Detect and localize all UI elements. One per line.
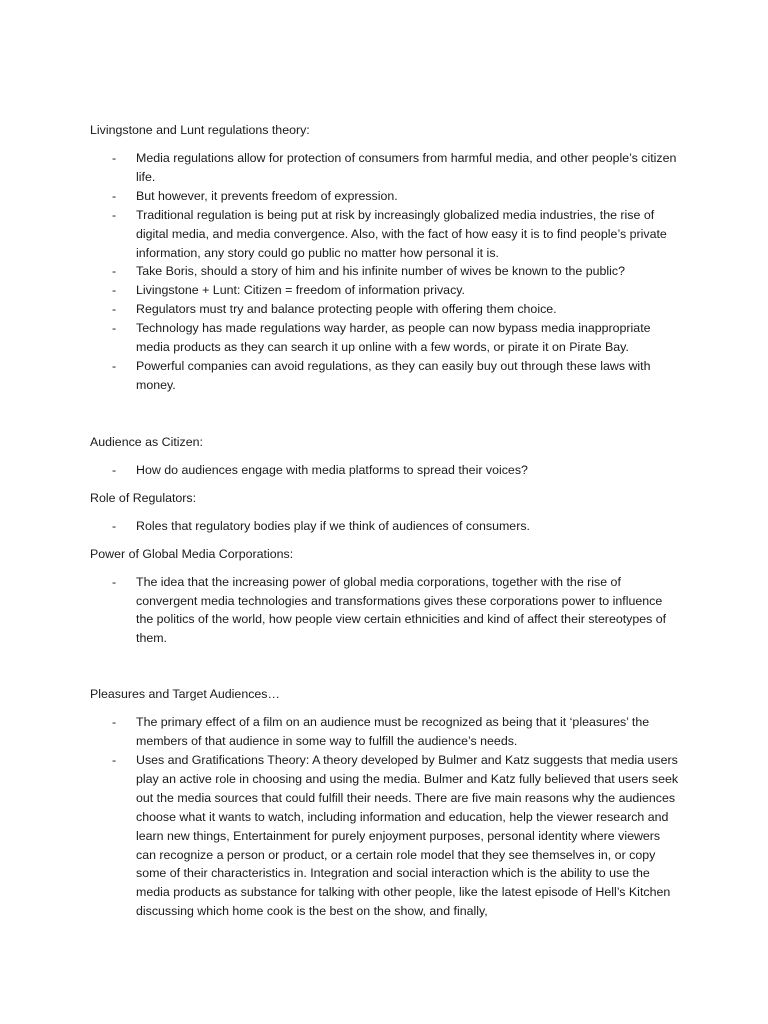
list-item: [90, 206, 680, 263]
list-item-text: Powerful companies can avoid regulations, as they can easily buy out through these laws with money.: [136, 358, 651, 392]
bullet-dash: -: [112, 321, 117, 336]
list-item-text: Traditional regulation is being put at risk by increasingly globalized media industries, the rise of digital media, and media convergence. Also, with the fact of how easy it is to find people’s private information, any story could go public no matter how personal it is.: [136, 207, 667, 260]
list-item-text: The primary effect of a film on an audience must be recognized as being that it ‘pleasures’ the members of that audience in some way to fulfill the audience’s needs.: [136, 715, 650, 749]
list-item: [90, 573, 680, 649]
list-item-text: Technology has made regulations way harder, as people can now bypass media inappropriate media products as they can search it up online with a few words, or pirate it on Pirate Bay.: [136, 321, 651, 355]
bullet-dash: -: [112, 151, 117, 165]
bullet-dash: -: [112, 207, 117, 222]
bullet-dash: -: [112, 753, 117, 768]
section-heading-global-media-corporations: Power of Global Media Corporations:: [90, 546, 294, 561]
list-item: [90, 713, 680, 751]
list-item: [90, 319, 680, 357]
section-heading-pleasures-target-audiences: Pleasures and Target Audiences…: [90, 687, 280, 702]
section-heading-audience-as-citizen: Audience as Citizen:: [90, 434, 203, 449]
section-heading-regulations-theory: Livingstone and Lunt regulations theory:: [90, 123, 310, 137]
bullet-dash: -: [112, 358, 117, 373]
list-item-text: Livingstone + Lunt: Citizen = freedom of information privacy.: [136, 283, 465, 298]
role-of-regulators-list: [90, 517, 680, 536]
list-item: [90, 751, 680, 921]
list-item: [90, 300, 680, 319]
regulations-theory-list: [90, 149, 680, 395]
list-item: [90, 357, 680, 395]
list-item-text: How do audiences engage with media platforms to spread their voices?: [136, 462, 528, 477]
list-item-text: Roles that regulatory bodies play if we think of audiences of consumers.: [136, 518, 530, 533]
list-item: [90, 461, 680, 480]
bullet-dash: -: [112, 302, 117, 317]
list-item-text: The idea that the increasing power of global media corporations, together with the rise of convergent media technologies and transformations gives these corporations power to influence the politics of the world, how people view certain ethnicities and kind of affect their stereotypes of them.: [136, 574, 667, 646]
list-item: [90, 187, 680, 206]
bullet-dash: -: [112, 715, 117, 730]
bullet-dash: -: [112, 188, 117, 203]
list-item-text: Media regulations allow for protection of consumers from harmful media, and other people’s citizen life.: [136, 151, 677, 184]
list-item-text: But however, it prevents freedom of expression.: [136, 188, 398, 203]
bullet-dash: -: [112, 264, 117, 279]
list-item-text: Regulators must try and balance protecting people with offering them choice.: [136, 302, 557, 317]
bullet-dash: -: [112, 462, 117, 477]
bullet-dash: -: [112, 518, 117, 533]
section-heading-role-of-regulators: Role of Regulators:: [90, 490, 197, 505]
list-item-text: Take Boris, should a story of him and his infinite number of wives be known to the public?: [136, 264, 625, 279]
audience-as-citizen-list: [90, 461, 680, 480]
list-item: [90, 281, 680, 300]
list-item-text: Uses and Gratifications Theory: A theory developed by Bulmer and Katz suggests that media users play an active role in choosing and using the media. Bulmer and Katz fully believed that users seek out the media sources that could fulfill their needs. There are five main reasons why the audiences choose what it wants to watch, including information and education, help the viewer research and learn new things, Entertainment for purely enjoyment purposes, personal identity where viewers can recognize a person or product, or a certain role model that they see themselves in, or copy some of their characteristics in. Integration and social interaction which is the ability to use the media products as substance for talking with other people, like the latest episode of Hell’s Kitchen discussing which home cook is the best on the show, and finally,: [136, 753, 679, 919]
document-page: [90, 121, 680, 921]
list-item: [90, 262, 680, 281]
global-media-corporations-list: [90, 573, 680, 649]
pleasures-target-audiences-list: [90, 713, 680, 921]
bullet-dash: -: [112, 574, 117, 589]
list-item: [90, 149, 680, 187]
bullet-dash: -: [112, 283, 117, 298]
list-item: [90, 517, 680, 536]
